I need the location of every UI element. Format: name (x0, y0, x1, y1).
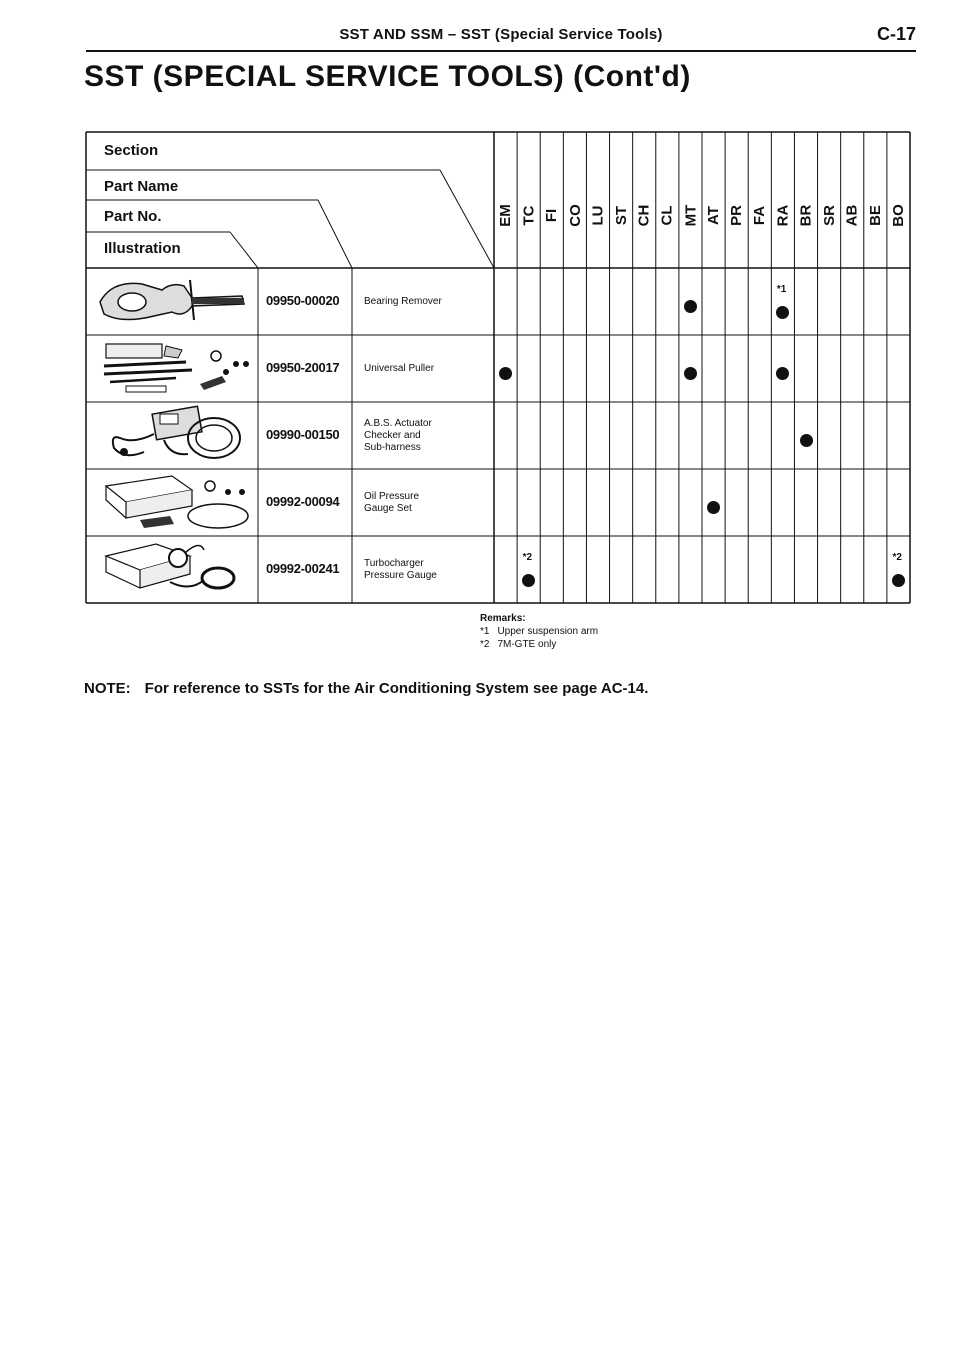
section-code-mt (680, 170, 701, 260)
applicability-mark (776, 306, 789, 319)
section-code-label: BR (797, 204, 815, 226)
remark-item (480, 638, 598, 651)
header-part-no-label: Part No. (104, 208, 162, 225)
header-section-label: Section (104, 142, 159, 159)
part-name (364, 296, 442, 308)
header-part-name-label: Part Name (104, 178, 179, 195)
remarks (480, 612, 598, 651)
section-code-pr (726, 170, 747, 260)
part-name-line: Universal Puller (364, 362, 435, 374)
section-code-st (611, 170, 632, 260)
section-code-label: CH (635, 204, 653, 226)
running-title: SST AND SSM – SST (Special Service Tools) (339, 26, 663, 43)
section-code-ra (772, 170, 793, 260)
part-name-line: Bearing Remover (364, 295, 442, 307)
applicability-mark (892, 574, 905, 587)
remark-mark: *1 (480, 626, 490, 637)
part-name-line: A.B.S. Actuator (364, 417, 432, 429)
abs-actuator-checker-illustration (104, 404, 254, 466)
section-code-label: AT (705, 205, 723, 225)
section-code-label: ST (612, 205, 630, 225)
applicability-mark (684, 367, 697, 380)
bearing-remover-illustration (92, 272, 252, 330)
section-code-at (703, 170, 724, 260)
section-code-label: RA (774, 204, 792, 226)
turbocharger-pressure-gauge-illustration (100, 536, 250, 600)
remarks-title: Remarks: (480, 613, 526, 624)
section-code-label: PR (728, 204, 746, 226)
note-text: For reference to SSTs for the Air Conditioning System see page AC-14. (144, 680, 649, 697)
section-code-label: FA (751, 205, 769, 225)
part-name-line: Pressure Gauge (364, 569, 437, 581)
part-number: 09950-00020 (266, 292, 340, 308)
part-name-line: Checker and (364, 429, 421, 441)
part-name (364, 558, 437, 582)
section-code-label: MT (681, 204, 699, 226)
section-code-ch (634, 170, 655, 260)
applicability-mark (800, 434, 813, 447)
remark-mark: *2 (480, 639, 490, 650)
part-number: 09992-00094 (266, 493, 340, 509)
part-name (364, 418, 432, 454)
mark-reference: *1 (776, 283, 787, 295)
section-code-label: CL (658, 205, 676, 225)
remark-text: 7M-GTE only (497, 639, 557, 650)
section-code-label: BE (866, 204, 884, 226)
section-code-bo (888, 170, 909, 260)
section-code-label: BO (889, 203, 907, 227)
section-code-label: CO (566, 203, 584, 227)
part-number: 09990-00150 (266, 426, 340, 442)
remark-item (480, 625, 598, 638)
universal-puller-illustration (96, 338, 256, 400)
section-code-tc (518, 170, 539, 260)
section-code-label: LU (589, 205, 607, 225)
note (84, 680, 648, 697)
section-code-fi (541, 170, 562, 260)
section-code-em (495, 170, 516, 260)
section-code-br (796, 170, 817, 260)
section-code-fa (749, 170, 770, 260)
mark-reference: *2 (522, 551, 533, 563)
section-code-label: SR (820, 204, 838, 226)
part-number: 09992-00241 (266, 560, 340, 576)
section-code-label: TC (520, 205, 538, 225)
part-name-line: Oil Pressure (364, 490, 420, 502)
part-name (364, 491, 419, 515)
remark-text: Upper suspension arm (497, 626, 599, 637)
section-code-co (564, 170, 585, 260)
section-code-be (865, 170, 886, 260)
note-label: NOTE: (84, 680, 131, 697)
applicability-mark (684, 300, 697, 313)
applicability-mark (522, 574, 535, 587)
header-diagonal-part-name (318, 200, 352, 268)
header-diagonal-section (440, 170, 494, 268)
section-code-label: EM (497, 203, 515, 227)
page-title: SST (SPECIAL SERVICE TOOLS) (Cont'd) (84, 60, 691, 93)
header-diagonal-part-no (230, 232, 258, 268)
mark-reference: *2 (892, 551, 902, 563)
part-name-line: Turbocharger (364, 557, 424, 569)
page-number: C-17 (876, 24, 916, 44)
section-code-label: FI (543, 208, 561, 222)
part-number: 09950-20017 (266, 359, 340, 375)
section-code-label: AB (843, 204, 861, 226)
applicability-mark (707, 501, 720, 514)
oil-pressure-gauge-set-illustration (100, 470, 258, 534)
part-name-line: Gauge Set (364, 502, 412, 514)
part-name (364, 363, 434, 375)
applicability-mark (499, 367, 512, 380)
part-name-line: Sub-harness (364, 441, 421, 453)
section-code-sr (819, 170, 840, 260)
section-code-ab (842, 170, 863, 260)
section-code-lu (588, 170, 609, 260)
section-code-cl (657, 170, 678, 260)
applicability-mark (776, 367, 789, 380)
header-illustration-label: Illustration (104, 240, 181, 257)
